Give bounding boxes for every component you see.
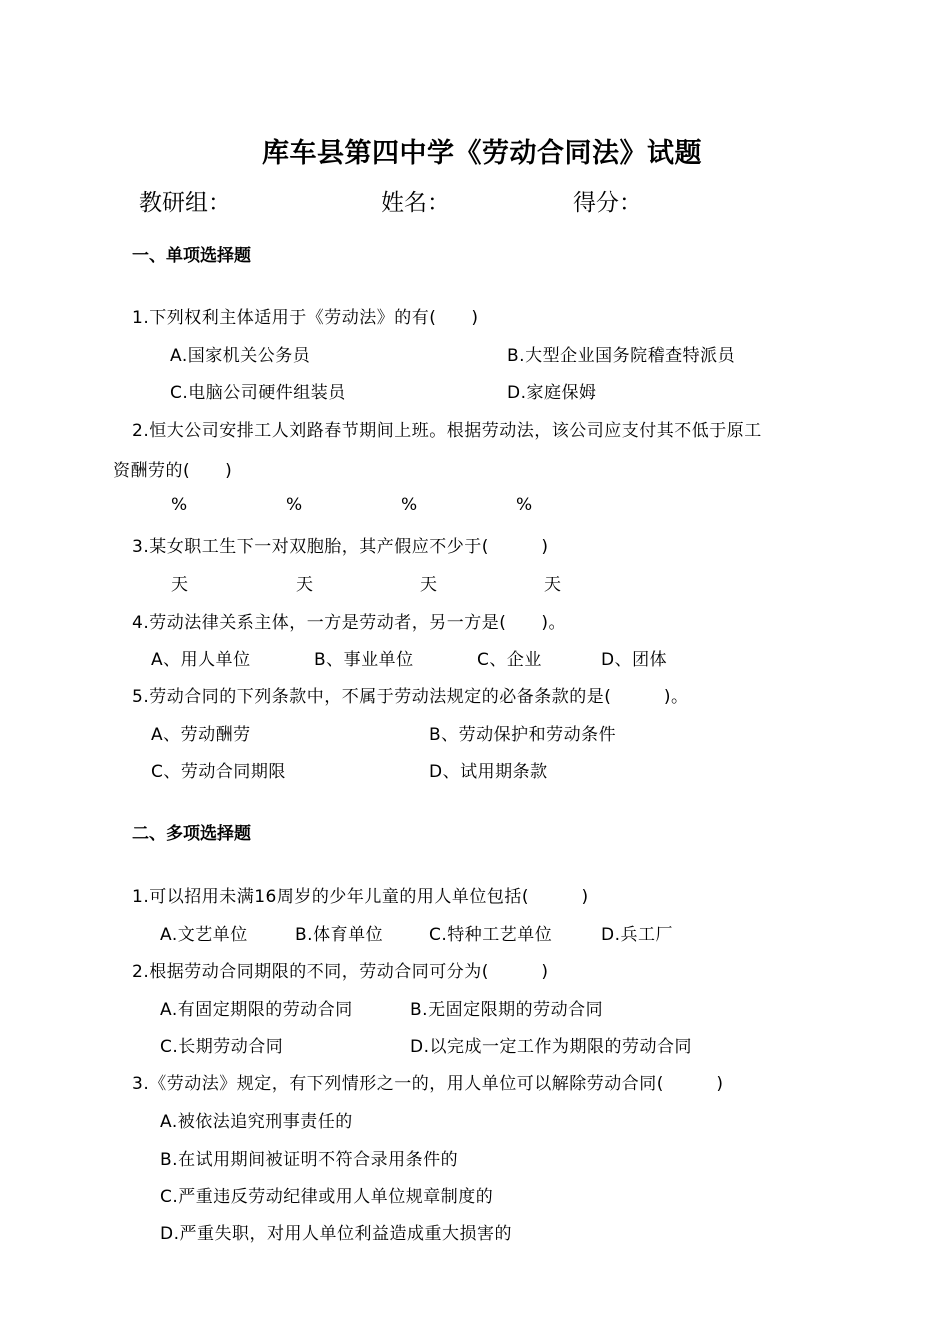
section-heading-multiple-choice: 二、多项选择题 <box>132 824 251 844</box>
option-b: 天 <box>296 575 314 595</box>
score-label: 得分： <box>573 190 642 216</box>
option-b: B.无固定限期的劳动合同 <box>410 1000 604 1020</box>
option-a: A.文艺单位 <box>160 925 248 945</box>
question-stem: 2.恒大公司安排工人刘路春节期间上班。根据劳动法，该公司应支付其不低于原工 <box>132 421 762 441</box>
option-c: C.严重违反劳动纪律或用人单位规章制度的 <box>160 1187 494 1207</box>
question-stem-continued: 资酬劳的( ) <box>113 461 233 481</box>
option-a: A.有固定期限的劳动合同 <box>160 1000 353 1020</box>
option-a: A、劳动酬劳 <box>151 725 251 745</box>
option-c: C、劳动合同期限 <box>151 762 286 782</box>
option-b: B.大型企业国务院稽查特派员 <box>507 346 736 366</box>
option-d: D.家庭保姆 <box>507 383 597 403</box>
option-c: C、企业 <box>477 650 542 670</box>
option-a: A.国家机关公务员 <box>170 346 311 366</box>
option-b: B、事业单位 <box>314 650 414 670</box>
option-d: D.严重失职，对用人单位利益造成重大损害的 <box>160 1224 512 1244</box>
question-stem: 1.可以招用未满16周岁的少年儿童的用人单位包括( ) <box>132 887 589 907</box>
name-label: 姓名： <box>381 190 450 216</box>
option-d: D.兵工厂 <box>601 925 673 945</box>
option-c: 天 <box>420 575 438 595</box>
question-stem: 1.下列权利主体适用于《劳动法》的有( ) <box>132 308 479 328</box>
option-c: C.电脑公司硬件组装员 <box>170 383 346 403</box>
option-b: B、劳动保护和劳动条件 <box>429 725 617 745</box>
option-d: D、团体 <box>601 650 668 670</box>
option-a: A.被依法追究刑事责任的 <box>160 1112 353 1132</box>
section-heading-single-choice: 一、单项选择题 <box>132 246 251 266</box>
option-d: D、试用期条款 <box>429 762 548 782</box>
option-d: 天 <box>544 575 562 595</box>
option-d: D.以完成一定工作为期限的劳动合同 <box>410 1037 692 1057</box>
option-a: A、用人单位 <box>151 650 251 670</box>
question-stem: 4.劳动法律关系主体，一方是劳动者，另一方是( )。 <box>132 613 566 633</box>
page-title: 库车县第四中学《劳动合同法》试题 <box>262 138 702 169</box>
option-c: C.特种工艺单位 <box>429 925 553 945</box>
option-b: B.体育单位 <box>295 925 384 945</box>
option-b: B.在试用期间被证明不符合录用条件的 <box>160 1150 459 1170</box>
option-c: C.长期劳动合同 <box>160 1037 284 1057</box>
question-stem: 3.某女职工生下一对双胞胎，其产假应不少于( ) <box>132 537 549 557</box>
option-c: % <box>401 495 418 515</box>
question-stem: 5.劳动合同的下列条款中，不属于劳动法规定的必备条款的是( )。 <box>132 687 689 707</box>
option-b: % <box>286 495 303 515</box>
question-stem: 3.《劳动法》规定，有下列情形之一的，用人单位可以解除劳动合同( ) <box>132 1074 724 1094</box>
option-a: 天 <box>171 575 189 595</box>
group-label: 教研组： <box>139 190 231 216</box>
option-a: % <box>171 495 188 515</box>
question-stem: 2.根据劳动合同期限的不同，劳动合同可分为( ) <box>132 962 549 982</box>
option-d: % <box>516 495 533 515</box>
